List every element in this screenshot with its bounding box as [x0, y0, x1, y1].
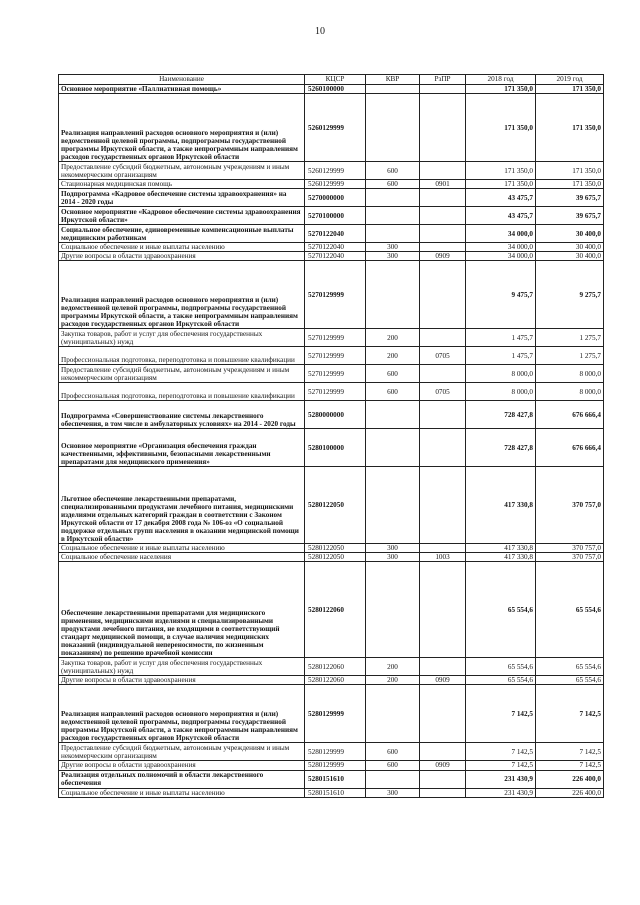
row-kcsr: 5280129999	[305, 761, 366, 770]
table-row	[59, 383, 604, 401]
table-row	[59, 743, 604, 761]
row-rzpr	[420, 685, 466, 743]
header-2018: 2018 год	[466, 75, 536, 85]
row-2019: 65 554,6	[536, 658, 604, 676]
row-kvr	[366, 685, 420, 743]
table-row	[59, 329, 604, 347]
row-2019: 65 554,6	[536, 562, 604, 658]
row-2018: 7 142,5	[466, 685, 536, 743]
row-kvr: 300	[366, 553, 420, 562]
row-2018: 171 350,0	[466, 180, 536, 189]
row-kvr: 600	[366, 162, 420, 180]
row-2018: 34 000,0	[466, 243, 536, 252]
row-kcsr: 5260100000	[305, 85, 366, 94]
row-2019: 30 400,0	[536, 252, 604, 261]
row-2019: 370 757,0	[536, 553, 604, 562]
row-rzpr: 0909	[420, 761, 466, 770]
row-rzpr: 0705	[420, 383, 466, 401]
row-2019: 676 666,4	[536, 401, 604, 429]
row-rzpr	[420, 544, 466, 553]
row-2018: 231 430,9	[466, 770, 536, 788]
row-2019: 7 142,5	[536, 685, 604, 743]
row-kcsr: 5270000000	[305, 189, 366, 207]
row-2018: 171 350,0	[466, 94, 536, 162]
row-name: Основное мероприятие «Организация обеспечения граждан качественными, эффективными, безопасными лекарственными препаратами для медицинского применения»	[59, 429, 305, 467]
row-2018: 171 350,0	[466, 85, 536, 94]
table-row	[59, 562, 604, 658]
row-rzpr	[420, 743, 466, 761]
row-2019: 171 350,0	[536, 94, 604, 162]
row-kvr: 600	[366, 743, 420, 761]
row-name: Реализация направлений расходов основного мероприятия и (или) ведомственной целевой программы, подпрограммы государственной программы Иркутской области, а также непрограммным направлениям расходов государственных органов Иркутской области	[59, 685, 305, 743]
row-2019: 65 554,6	[536, 676, 604, 685]
row-rzpr	[420, 658, 466, 676]
row-name: Основное мероприятие «Паллиативная помощь»	[59, 85, 305, 94]
table-row	[59, 553, 604, 562]
table-row	[59, 676, 604, 685]
row-kvr	[366, 189, 420, 207]
row-2018: 34 000,0	[466, 225, 536, 243]
row-2018: 1 475,7	[466, 347, 536, 365]
row-kcsr: 5260129999	[305, 94, 366, 162]
row-rzpr	[420, 329, 466, 347]
row-name: Подпрограмма «Кадровое обеспечение системы здравоохранения» на 2014 - 2020 годы	[59, 189, 305, 207]
table-row	[59, 225, 604, 243]
row-name: Социальное обеспечение и иные выплаты населению	[59, 788, 305, 797]
row-name: Предоставление субсидий бюджетным, автономным учреждениям и иным некоммерческим организациям	[59, 743, 305, 761]
row-rzpr	[420, 162, 466, 180]
row-2018: 1 475,7	[466, 329, 536, 347]
row-2018: 417 330,8	[466, 544, 536, 553]
row-2018: 7 142,5	[466, 743, 536, 761]
row-name: Другие вопросы в области здравоохранения	[59, 252, 305, 261]
table-row	[59, 189, 604, 207]
table-row	[59, 429, 604, 467]
table-row	[59, 788, 604, 797]
row-rzpr	[420, 770, 466, 788]
row-2019: 9 275,7	[536, 261, 604, 329]
row-2019: 8 000,0	[536, 383, 604, 401]
row-kcsr: 5270129999	[305, 261, 366, 329]
row-name: Профессиональная подготовка, переподготовка и повышение квалификации	[59, 347, 305, 365]
row-kcsr: 5260129999	[305, 180, 366, 189]
row-kvr: 300	[366, 252, 420, 261]
row-name: Профессиональная подготовка, переподготовка и повышение квалификации	[59, 383, 305, 401]
row-kvr	[366, 770, 420, 788]
row-kvr	[366, 562, 420, 658]
row-name: Обеспечение лекарственными препаратами для медицинского применения, медицинскими изделиями и специализированными продуктами лечебного питания, не входящими в соответствующий стандарт медицинской помощи, в случае наличия медицинских показаний (индивидуальной непереносимости, по жизненным показаниям) по решению врачебной комиссии	[59, 562, 305, 658]
table-row	[59, 685, 604, 743]
row-name: Закупка товаров, работ и услуг для обеспечения государственных (муниципальных) нужд	[59, 658, 305, 676]
header-2019: 2019 год	[536, 75, 604, 85]
row-2019: 1 275,7	[536, 347, 604, 365]
row-2019: 226 400,0	[536, 788, 604, 797]
row-2019: 370 757,0	[536, 544, 604, 553]
row-kvr: 600	[366, 365, 420, 383]
row-kvr: 300	[366, 243, 420, 252]
row-2019: 39 675,7	[536, 189, 604, 207]
row-kcsr: 5280000000	[305, 401, 366, 429]
row-2019: 370 757,0	[536, 467, 604, 544]
row-name: Другие вопросы в области здравоохранения	[59, 676, 305, 685]
row-kvr: 300	[366, 544, 420, 553]
row-2018: 8 000,0	[466, 365, 536, 383]
row-2018: 728 427,8	[466, 429, 536, 467]
row-kcsr: 5280122050	[305, 553, 366, 562]
row-kcsr: 5270129999	[305, 347, 366, 365]
row-name: Льготное обеспечение лекарственными препаратами, специализированными продуктами лечебного питания, медицинскими изделиями отдельных категорий граждан в соответствии с Законом Иркутской области от 17 декабря 2008 года № 106-оз «О социальной поддержке отдельных групп населения в оказании медицинской помощи в Иркутской области»	[59, 467, 305, 544]
row-name: Реализация отдельных полномочий в области лекарственного обеспечения	[59, 770, 305, 788]
row-rzpr	[420, 85, 466, 94]
row-kvr	[366, 467, 420, 544]
row-kvr: 600	[366, 761, 420, 770]
row-kcsr: 5270122040	[305, 243, 366, 252]
row-2018: 7 142,5	[466, 761, 536, 770]
row-rzpr	[420, 788, 466, 797]
row-2018: 417 330,8	[466, 467, 536, 544]
row-kcsr: 5280151610	[305, 788, 366, 797]
table-row	[59, 761, 604, 770]
row-kcsr: 5280122050	[305, 467, 366, 544]
row-name: Стационарная медицинская помощь	[59, 180, 305, 189]
row-2019: 30 400,0	[536, 243, 604, 252]
row-2018: 65 554,6	[466, 562, 536, 658]
row-2018: 417 330,8	[466, 553, 536, 562]
row-kcsr: 5270129999	[305, 329, 366, 347]
row-rzpr	[420, 207, 466, 225]
row-kvr: 200	[366, 658, 420, 676]
row-kcsr: 5270129999	[305, 383, 366, 401]
table-row	[59, 401, 604, 429]
row-kcsr: 5280100000	[305, 429, 366, 467]
row-2018: 8 000,0	[466, 383, 536, 401]
row-name: Предоставление субсидий бюджетным, автономным учреждениям и иным некоммерческим организациям	[59, 162, 305, 180]
row-kvr	[366, 225, 420, 243]
row-name: Предоставление субсидий бюджетным, автономным учреждениям и иным некоммерческим организациям	[59, 365, 305, 383]
table-row	[59, 207, 604, 225]
header-kvr: КВР	[366, 75, 420, 85]
row-kcsr: 5270100000	[305, 207, 366, 225]
header-name: Наименование	[59, 75, 305, 85]
row-rzpr	[420, 429, 466, 467]
row-kvr	[366, 429, 420, 467]
row-kvr: 200	[366, 676, 420, 685]
row-kvr: 600	[366, 180, 420, 189]
table-row	[59, 347, 604, 365]
row-2018: 34 000,0	[466, 252, 536, 261]
row-name: Реализация направлений расходов основного мероприятия и (или) ведомственной целевой программы, подпрограммы государственной программы Иркутской области, а также непрограммным направлениям расходов государственных органов Иркутской области	[59, 94, 305, 162]
row-name: Реализация направлений расходов основного мероприятия и (или) ведомственной целевой программы, подпрограммы государственной программы Иркутской области, а также непрограммным направлениям расходов государственных органов Иркутской области	[59, 261, 305, 329]
row-kcsr: 5270129999	[305, 365, 366, 383]
table-row	[59, 243, 604, 252]
row-name: Другие вопросы в области здравоохранения	[59, 761, 305, 770]
row-2018: 65 554,6	[466, 676, 536, 685]
row-name: Социальное обеспечение, единовременные компенсационные выплаты медицинским работникам	[59, 225, 305, 243]
row-rzpr	[420, 261, 466, 329]
table-row	[59, 365, 604, 383]
table-header-row	[59, 75, 604, 85]
table-row	[59, 85, 604, 94]
table-row	[59, 467, 604, 544]
row-rzpr: 0909	[420, 676, 466, 685]
table-body	[59, 85, 604, 798]
row-kcsr: 5280151610	[305, 770, 366, 788]
budget-table	[58, 74, 604, 798]
row-kvr: 200	[366, 347, 420, 365]
row-kvr	[366, 207, 420, 225]
row-kvr: 600	[366, 383, 420, 401]
row-rzpr	[420, 94, 466, 162]
row-rzpr	[420, 467, 466, 544]
row-kvr	[366, 261, 420, 329]
row-2019: 676 666,4	[536, 429, 604, 467]
row-2019: 226 400,0	[536, 770, 604, 788]
table-row	[59, 544, 604, 553]
row-kcsr: 5270122040	[305, 225, 366, 243]
row-rzpr	[420, 401, 466, 429]
row-2019: 171 350,0	[536, 180, 604, 189]
header-rzpr: РзПР	[420, 75, 466, 85]
table-row	[59, 658, 604, 676]
row-kvr: 200	[366, 329, 420, 347]
row-2019: 1 275,7	[536, 329, 604, 347]
row-rzpr	[420, 225, 466, 243]
row-kcsr: 5270122040	[305, 252, 366, 261]
row-2019: 7 142,5	[536, 743, 604, 761]
row-kcsr: 5280122050	[305, 544, 366, 553]
row-kvr	[366, 401, 420, 429]
row-kcsr: 5280122060	[305, 562, 366, 658]
row-2019: 39 675,7	[536, 207, 604, 225]
row-name: Подпрограмма «Совершенствование системы лекарственного обеспечения, в том числе в амбулаторных условиях» на 2014 - 2020 годы	[59, 401, 305, 429]
row-rzpr: 0705	[420, 347, 466, 365]
row-kvr: 300	[366, 788, 420, 797]
row-kcsr: 5260129999	[305, 162, 366, 180]
row-rzpr	[420, 243, 466, 252]
row-kcsr: 5280122060	[305, 658, 366, 676]
table-row	[59, 252, 604, 261]
row-name: Социальное обеспечение и иные выплаты населению	[59, 544, 305, 553]
row-2019: 30 400,0	[536, 225, 604, 243]
row-2018: 65 554,6	[466, 658, 536, 676]
row-rzpr: 1003	[420, 553, 466, 562]
row-name: Основное мероприятие «Кадровое обеспечение системы здравоохранения Иркутской области»	[59, 207, 305, 225]
table-row	[59, 94, 604, 162]
row-2019: 8 000,0	[536, 365, 604, 383]
table-row	[59, 770, 604, 788]
table-row	[59, 261, 604, 329]
row-rzpr: 0909	[420, 252, 466, 261]
row-2018: 43 475,7	[466, 207, 536, 225]
header-kcsr: КЦСР	[305, 75, 366, 85]
row-rzpr	[420, 189, 466, 207]
row-2018: 231 430,9	[466, 788, 536, 797]
row-name: Социальное обеспечение и иные выплаты населению	[59, 243, 305, 252]
row-kvr	[366, 94, 420, 162]
table-row	[59, 180, 604, 189]
row-2019: 171 350,0	[536, 162, 604, 180]
row-2018: 9 475,7	[466, 261, 536, 329]
row-rzpr	[420, 562, 466, 658]
page-number: 10	[315, 26, 325, 37]
table-row	[59, 162, 604, 180]
row-2019: 7 142,5	[536, 761, 604, 770]
row-name: Социальное обеспечение населения	[59, 553, 305, 562]
row-2019: 171 350,0	[536, 85, 604, 94]
row-rzpr: 0901	[420, 180, 466, 189]
row-kcsr: 5280129999	[305, 743, 366, 761]
row-2018: 728 427,8	[466, 401, 536, 429]
row-2018: 171 350,0	[466, 162, 536, 180]
row-2018: 43 475,7	[466, 189, 536, 207]
row-kcsr: 5280129999	[305, 685, 366, 743]
row-kvr	[366, 85, 420, 94]
row-kcsr: 5280122060	[305, 676, 366, 685]
row-rzpr	[420, 365, 466, 383]
row-name: Закупка товаров, работ и услуг для обеспечения государственных (муниципальных) нужд	[59, 329, 305, 347]
